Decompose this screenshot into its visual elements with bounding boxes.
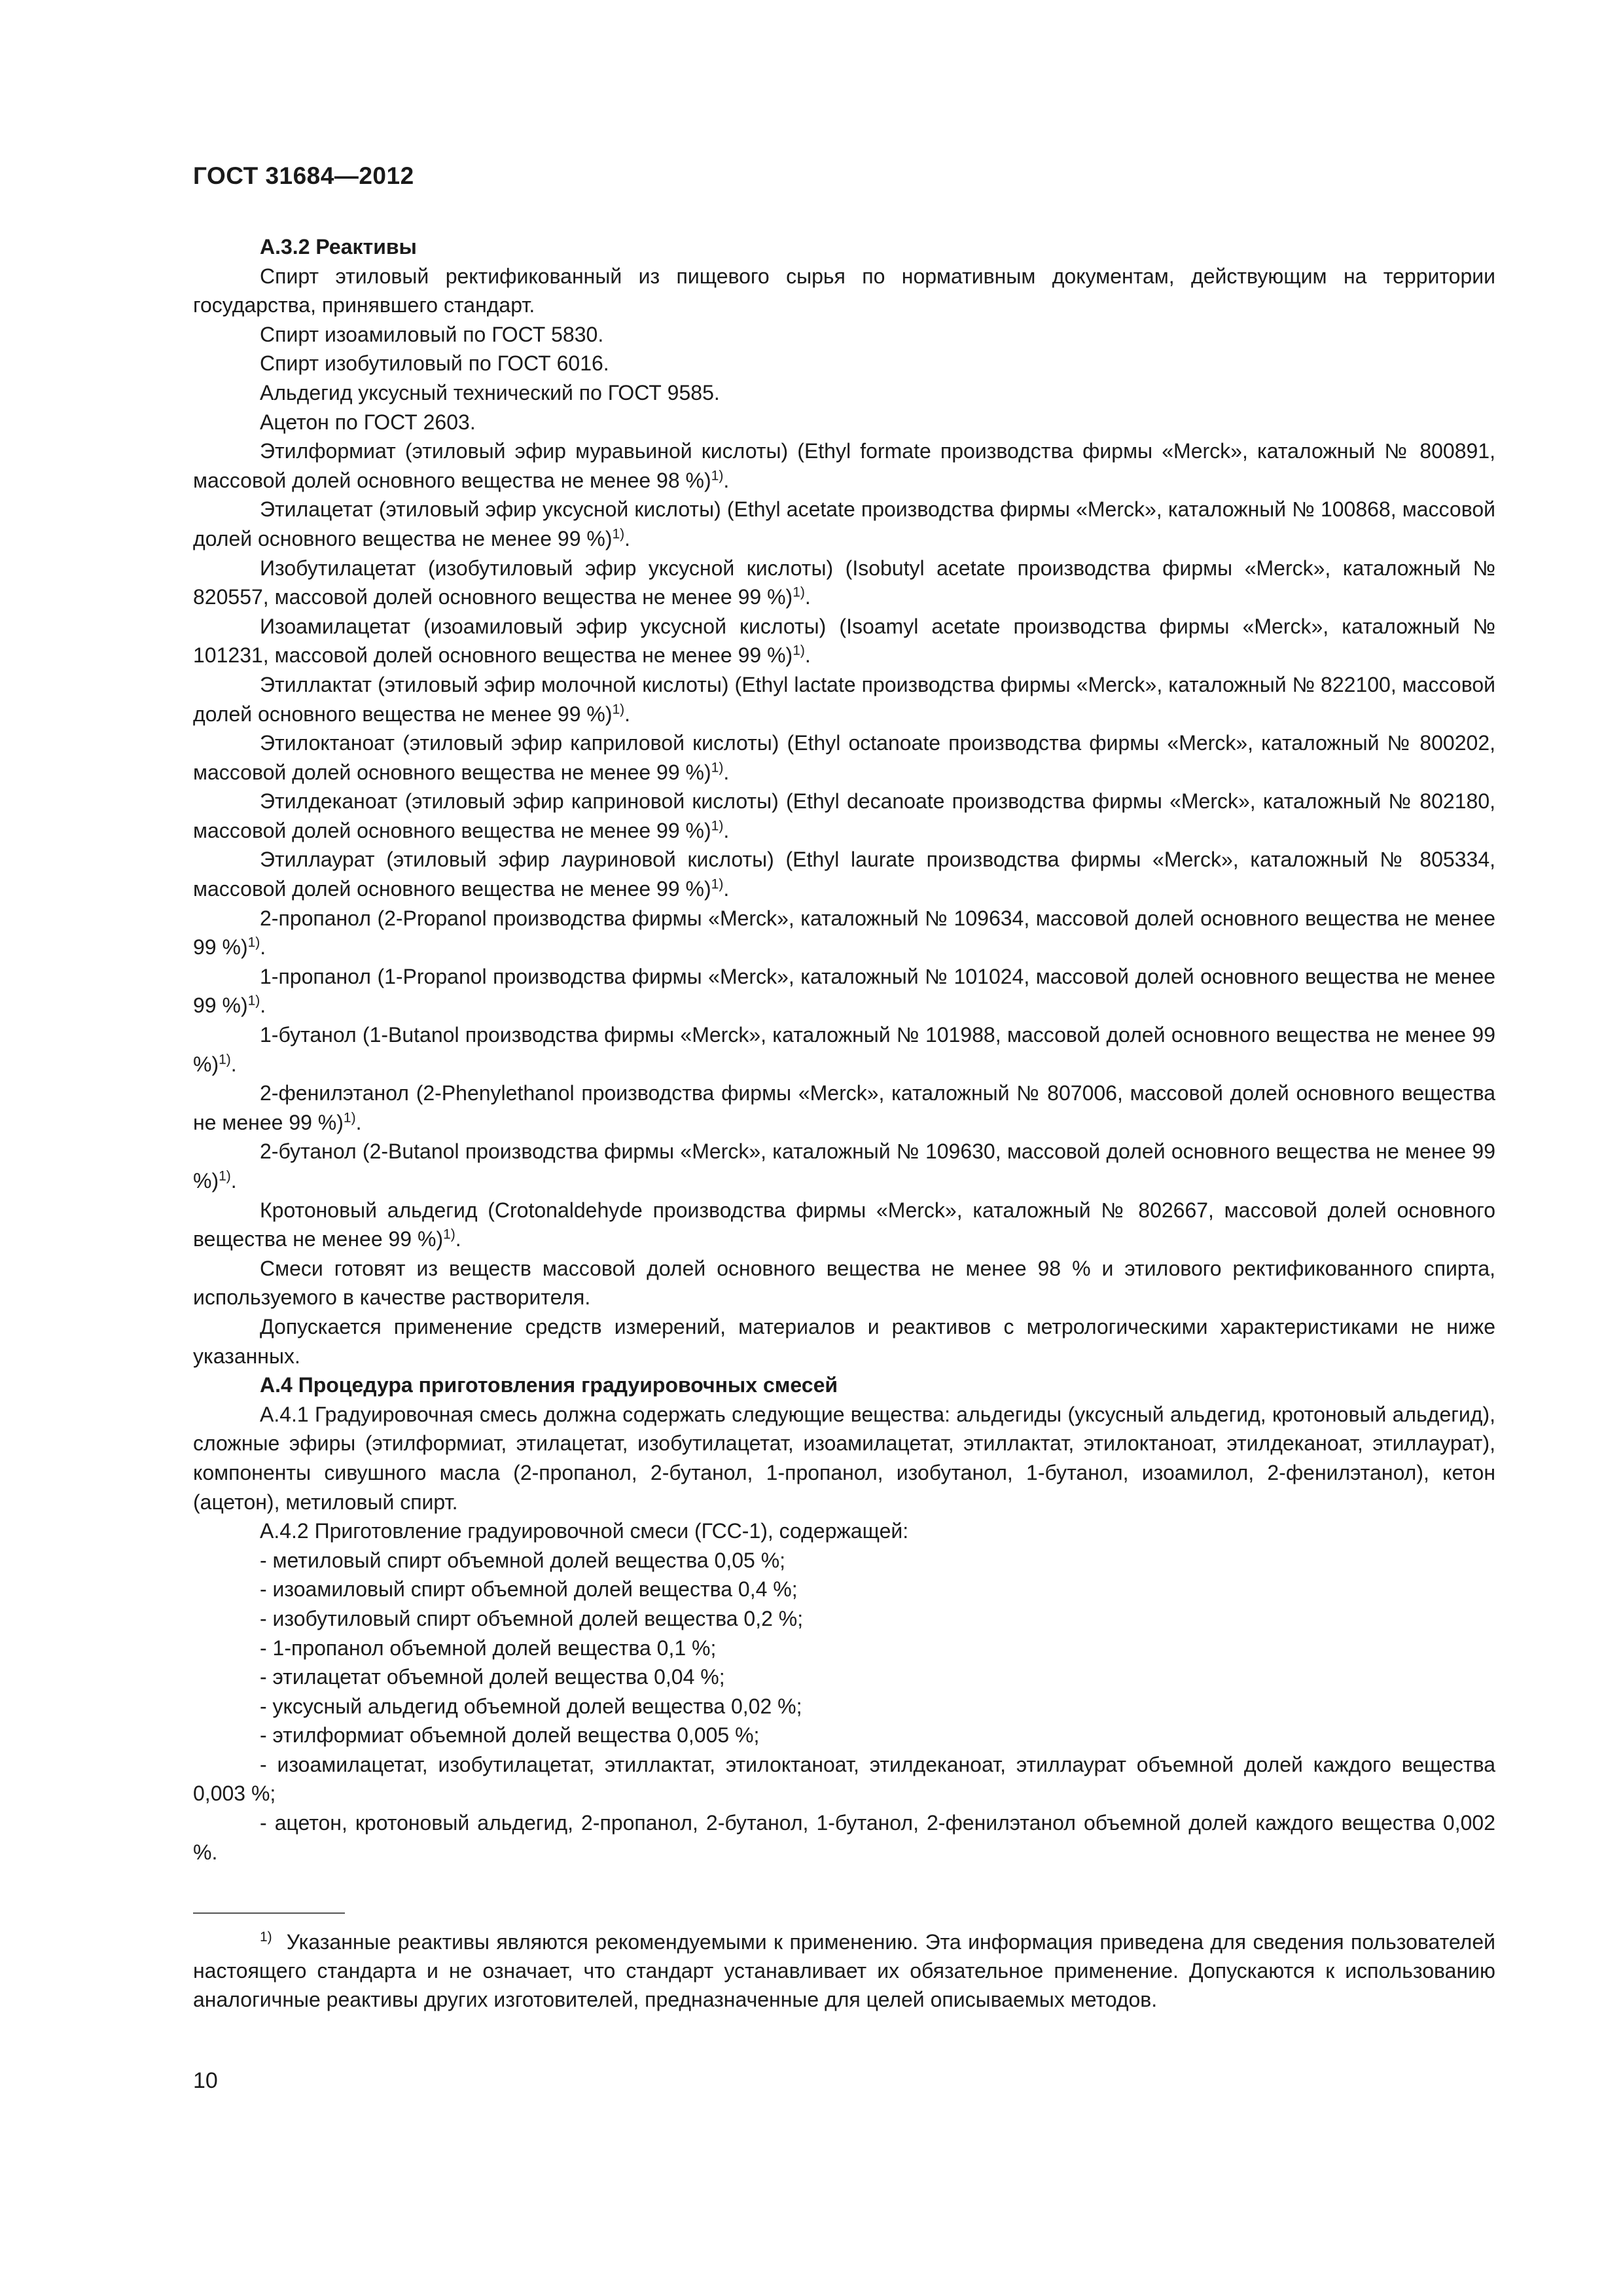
paragraph-text: Кротоновый альдегид (Crotonaldehyde производства фирмы «Merck», каталожный № 802667, массовой долей основного вещества не менее 99 %) xyxy=(193,1198,1495,1251)
section-heading xyxy=(193,232,1495,262)
paragraph-text: Спирт этиловый ректификованный из пищевого сырья по нормативным документам, действующим на территории государства, принявшего стандарт. xyxy=(193,264,1495,317)
paragraph xyxy=(193,728,1495,787)
paragraph-text: А.4.1 Градуировочная смесь должна содержать следующие вещества: альдегиды (уксусный альдегид, кротоновый альдегид), сложные эфиры (этилформиат, этилацетат, изобутилацетат, изоамилацетат, этиллактат, этилоктаноат, этилдеканоат, этиллаурат), компоненты сивушного масла (2-пропанол, 2-бутанол, 1-пропанол, изобутанол, 1-бутанол, изоамилол, 2-фенилэтанол), кетон (ацетон), метиловый спирт. xyxy=(193,1402,1495,1514)
paragraph-tail: . xyxy=(355,1110,362,1134)
paragraph xyxy=(193,1020,1495,1079)
paragraph-text: - метиловый спирт объемной долей вещества 0,05 %; xyxy=(260,1548,786,1572)
paragraph xyxy=(193,1400,1495,1516)
footnote-reference: 1) xyxy=(219,1168,231,1184)
paragraph-text: Изобутилацетат (изобутиловый эфир уксусной кислоты) (Isobutyl acetate производства фирмы «Merck», каталожный № 820557, массовой долей основного вещества не менее 99 %) xyxy=(193,556,1495,609)
paragraph-tail: . xyxy=(624,526,631,550)
paragraph-text: - изоамиловый спирт объемной долей вещества 0,4 %; xyxy=(260,1577,798,1602)
paragraph-text: - ацетон, кротоновый альдегид, 2-пропанол, 2-бутанол, 1-бутанол, 2-фенилэтанол объемной долей каждого вещества 0,002 %. xyxy=(193,1811,1495,1864)
footnote-reference: 1) xyxy=(443,1227,455,1242)
paragraph-tail: . xyxy=(804,585,811,609)
list-item xyxy=(193,1546,1495,1575)
footnote-reference: 1) xyxy=(711,760,724,776)
footnote-reference: 1) xyxy=(711,468,724,484)
paragraph xyxy=(193,1254,1495,1312)
paragraph xyxy=(193,262,1495,320)
paragraph xyxy=(193,962,1495,1020)
document-body xyxy=(193,232,1495,1867)
paragraph xyxy=(193,495,1495,553)
paragraph xyxy=(193,1808,1495,1867)
paragraph-text: Этилоктаноат (этиловый эфир каприловой кислоты) (Ethyl octanoate производства фирмы «Merck», каталожный № 800202, массовой долей основного вещества не менее 99 %) xyxy=(193,731,1495,784)
paragraph-text: Ацетон по ГОСТ 2603. xyxy=(260,410,476,434)
paragraph-text: А.3.2 Реактивы xyxy=(260,235,417,259)
footnote-reference: 1) xyxy=(612,526,625,542)
paragraph xyxy=(193,554,1495,612)
paragraph-text: 1-бутанол (1-Butanol производства фирмы «Merck», каталожный № 101988, массовой долей основного вещества не менее 99 %) xyxy=(193,1023,1495,1076)
paragraph xyxy=(193,1137,1495,1195)
paragraph xyxy=(193,1079,1495,1137)
paragraph-text: А.4.2 Приготовление градуировочной смеси (ГСС-1), содержащей: xyxy=(260,1519,909,1543)
paragraph xyxy=(193,845,1495,903)
paragraph-text: Спирт изобутиловый по ГОСТ 6016. xyxy=(260,351,609,376)
paragraph-tail: . xyxy=(624,702,631,726)
paragraph-text: Этиллактат (этиловый эфир молочной кислоты) (Ethyl lactate производства фирмы «Merck», каталожный № 822100, массовой долей основного вещества не менее 99 %) xyxy=(193,672,1495,726)
paragraph-tail: . xyxy=(260,935,266,960)
paragraph xyxy=(193,378,1495,408)
paragraph xyxy=(193,349,1495,378)
footnote-reference: 1) xyxy=(247,993,260,1009)
list-item xyxy=(193,1604,1495,1634)
paragraph xyxy=(193,1750,1495,1808)
paragraph-text: Этилформиат (этиловый эфир муравьиной кислоты) (Ethyl formate производства фирмы «Merck», каталожный № 800891, массовой долей основного вещества не менее 98 %) xyxy=(193,439,1495,492)
paragraph-text: - изоамилацетат, изобутилацетат, этиллактат, этилоктаноат, этилдеканоат, этиллаурат объемной долей каждого вещества 0,003 %; xyxy=(193,1752,1495,1806)
paragraph xyxy=(193,670,1495,728)
paragraph-text: 2-фенилэтанол (2-Phenylethanol производства фирмы «Merck», каталожный № 807006, массовой долей основного вещества не менее 99 %) xyxy=(193,1081,1495,1134)
paragraph-tail: . xyxy=(723,468,730,492)
paragraph-tail: . xyxy=(260,994,266,1018)
footnote-reference: 1) xyxy=(219,1051,231,1067)
paragraph xyxy=(193,1312,1495,1371)
footnote-reference: 1) xyxy=(343,1110,356,1126)
footnote-reference: 1) xyxy=(612,701,625,717)
paragraph xyxy=(193,787,1495,845)
footnote-separator xyxy=(193,1912,345,1914)
footnote-text: Указанные реактивы являются рекомендуемыми к применению. Эта информация приведена для сведения пользователей настоящего стандарта и не означает, что стандарт устанавливает их обязательное применение. Допускаются к использованию аналогичные реактивы других изготовителей, предназначенные для целей описываемых методов. xyxy=(193,1930,1495,2011)
paragraph xyxy=(193,612,1495,670)
footnote-reference: 1) xyxy=(247,935,260,950)
paragraph-text: - этилформиат объемной долей вещества 0,005 %; xyxy=(260,1723,760,1748)
paragraph-text: Этилацетат (этиловый эфир уксусной кислоты) (Ethyl acetate производства фирмы «Merck», каталожный № 100868, массовой долей основного вещества не менее 99 %) xyxy=(193,497,1495,550)
paragraph xyxy=(193,437,1495,495)
paragraph xyxy=(193,1196,1495,1254)
footnote-reference: 1) xyxy=(711,876,724,892)
paragraph-text: 2-пропанол (2-Propanol производства фирмы «Merck», каталожный № 109634, массовой долей основного вещества не менее 99 %) xyxy=(193,906,1495,960)
footnote xyxy=(193,1928,1495,2014)
paragraph-tail: . xyxy=(723,877,730,901)
paragraph xyxy=(193,904,1495,962)
paragraph-text: - изобутиловый спирт объемной долей вещества 0,2 %; xyxy=(260,1606,804,1630)
paragraph-text: Этиллаурат (этиловый эфир лауриновой кислоты) (Ethyl laurate производства фирмы «Merck», каталожный № 805334, массовой долей основного вещества не менее 99 %) xyxy=(193,848,1495,901)
section-heading xyxy=(193,1371,1495,1400)
list-item xyxy=(193,1662,1495,1692)
footnote-reference: 1) xyxy=(711,818,724,834)
list-item xyxy=(193,1634,1495,1663)
paragraph xyxy=(193,408,1495,437)
paragraph-text: 2-бутанол (2-Butanol производства фирмы «Merck», каталожный № 109630, массовой долей основного вещества не менее 99 %) xyxy=(193,1139,1495,1193)
list-item xyxy=(193,1692,1495,1721)
paragraph-tail: . xyxy=(804,643,811,668)
paragraph-text: Смеси готовят из веществ массовой долей основного вещества не менее 98 % и этилового ректификованного спирта, используемого в качестве растворителя. xyxy=(193,1256,1495,1310)
paragraph-text: Этилдеканоат (этиловый эфир каприновой кислоты) (Ethyl decanoate производства фирмы «Merck», каталожный № 802180, массовой долей основного вещества не менее 99 %) xyxy=(193,789,1495,842)
paragraph-tail: . xyxy=(723,818,730,842)
document-header: ГОСТ 31684—2012 xyxy=(193,162,414,189)
list-item xyxy=(193,1575,1495,1604)
paragraph-text: Спирт изоамиловый по ГОСТ 5830. xyxy=(260,322,604,346)
footnote-reference: 1) xyxy=(793,584,805,600)
footnote-marker: 1) xyxy=(260,1929,272,1945)
paragraph xyxy=(193,1516,1495,1546)
paragraph-text: - 1-пропанол объемной долей вещества 0,1 %; xyxy=(260,1636,717,1660)
paragraph-text: 1-пропанол (1-Propanol производства фирмы «Merck», каталожный № 101024, массовой долей основного вещества не менее 99 %) xyxy=(193,964,1495,1018)
paragraph-tail: . xyxy=(230,1169,237,1193)
page-number: 10 xyxy=(193,2068,218,2093)
paragraph-tail: . xyxy=(455,1227,461,1251)
paragraph-tail: . xyxy=(230,1052,237,1076)
paragraph-text: - уксусный альдегид объемной долей вещества 0,02 %; xyxy=(260,1694,802,1718)
paragraph-text: Альдегид уксусный технический по ГОСТ 9585. xyxy=(260,380,720,404)
paragraph-text: Допускается применение средств измерений, материалов и реактивов с метрологическими характеристиками не ниже указанных. xyxy=(193,1314,1495,1368)
footnote-reference: 1) xyxy=(793,643,805,658)
paragraph-text: Изоамилацетат (изоамиловый эфир уксусной кислоты) (Isoamyl acetate производства фирмы «Merck», каталожный № 101231, массовой долей основного вещества не менее 99 %) xyxy=(193,614,1496,668)
list-item xyxy=(193,1721,1495,1750)
paragraph-tail: . xyxy=(723,760,730,784)
paragraph-text: А.4 Процедура приготовления градуировочных смесей xyxy=(260,1373,838,1397)
paragraph-text: - этилацетат объемной долей вещества 0,04 %; xyxy=(260,1665,725,1689)
paragraph xyxy=(193,320,1495,350)
